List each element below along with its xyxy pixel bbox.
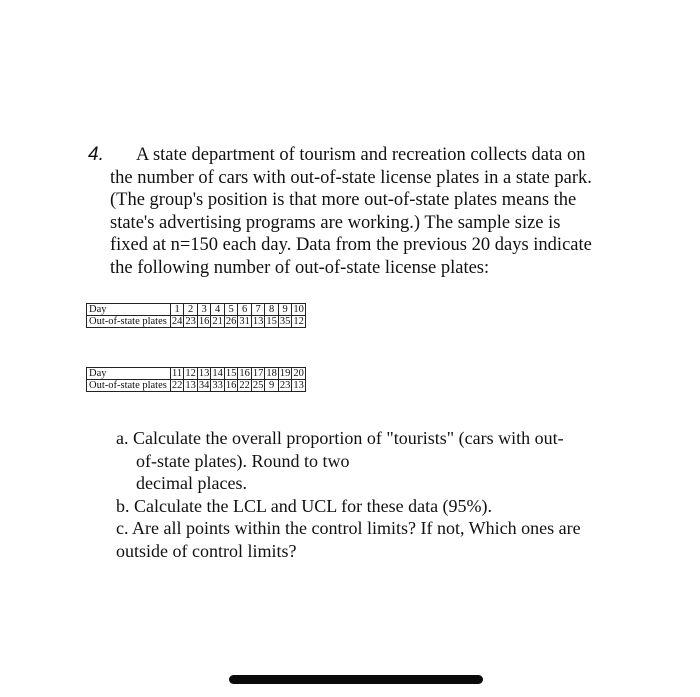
row-label-day: Day [87,304,171,316]
data-table-days-1-10 [86,303,306,328]
day-cell: 13 [198,368,210,379]
plates-cell: 25 [252,380,264,391]
day-cell: 14 [212,368,223,379]
day-cell: 19 [279,368,291,379]
question-c: c. Are all points within the control limits? If not, Which ones are [116,518,581,538]
plates-cell: 22 [239,380,250,391]
day-cell: 18 [266,368,277,379]
plates-cell: 13 [293,380,304,391]
day-cell: 7 [251,304,265,316]
home-indicator-bar[interactable] [229,675,483,684]
day-cell: 1 [170,304,184,316]
day-cell: 16 [239,368,250,379]
day-cell: 5 [224,304,238,316]
plates-cell: 23 [185,316,196,327]
plates-cell: 13 [252,316,264,327]
day-cell: 6 [238,304,252,316]
day-cell: 8 [265,304,279,316]
statement-line: (The group's position is that more out-of-state plates means the [110,190,577,210]
day-cell: 20 [293,368,304,379]
plates-cell: 31 [239,316,250,327]
row-label-day: Day [87,368,171,380]
day-cell: 11 [172,368,183,379]
day-cell: 4 [211,304,225,316]
plates-cell: 12 [293,316,304,327]
day-cell: 2 [184,304,198,316]
question-b: b. Calculate the LCL and UCL for these data (95%). [116,495,493,516]
question-a: a. Calculate the overall proportion of "tourists" (cars with out- [116,428,564,448]
question-c-continued: outside of control limits? [116,540,297,561]
question-list [116,427,646,562]
plates-cell: 24 [171,316,183,327]
plates-cell: 15 [266,316,277,327]
table-row-day [87,368,306,380]
statement-line: fixed at n=150 each day. Data from the previous 20 days indicate [110,235,592,255]
table-row-plates [87,316,306,328]
plates-cell: 21 [212,316,223,327]
day-cell: 12 [185,368,196,379]
plates-cell: 16 [225,380,237,391]
day-cell: 17 [252,368,264,379]
question-a-continued: of-state plates). Round to two [136,450,350,471]
statement-line: A state department of tourism and recreation collects data on [136,145,586,165]
plates-cell: 34 [198,380,210,391]
row-label-plates: Out-of-state plates [87,316,171,328]
day-cell: 3 [197,304,211,316]
problem-statement [110,144,630,279]
problem-number: 4. [88,144,104,165]
statement-line: state's advertising programs are working.) The sample size is [110,212,561,233]
table-row-day [87,304,306,316]
plates-cell: 22 [171,380,183,391]
plates-cell: 13 [185,380,196,391]
plates-cell: 35 [279,316,291,327]
question-a-continued: decimal places. [136,473,247,493]
plates-cell: 9 [265,380,279,392]
statement-line: the following number of out-of-state license plates: [110,257,490,278]
plates-cell: 33 [212,380,223,391]
statement-line: the number of cars with out-of-state license plates in a state park. [110,167,592,188]
row-label-plates: Out-of-state plates [87,380,171,392]
day-cell: 9 [278,304,292,316]
table-row-plates [87,380,306,392]
day-cell: 15 [225,368,237,379]
plates-cell: 16 [198,316,210,327]
plates-cell: 23 [279,380,291,391]
day-cell: 10 [293,304,304,315]
plates-cell: 26 [225,316,237,327]
data-table-days-11-20 [86,367,306,392]
